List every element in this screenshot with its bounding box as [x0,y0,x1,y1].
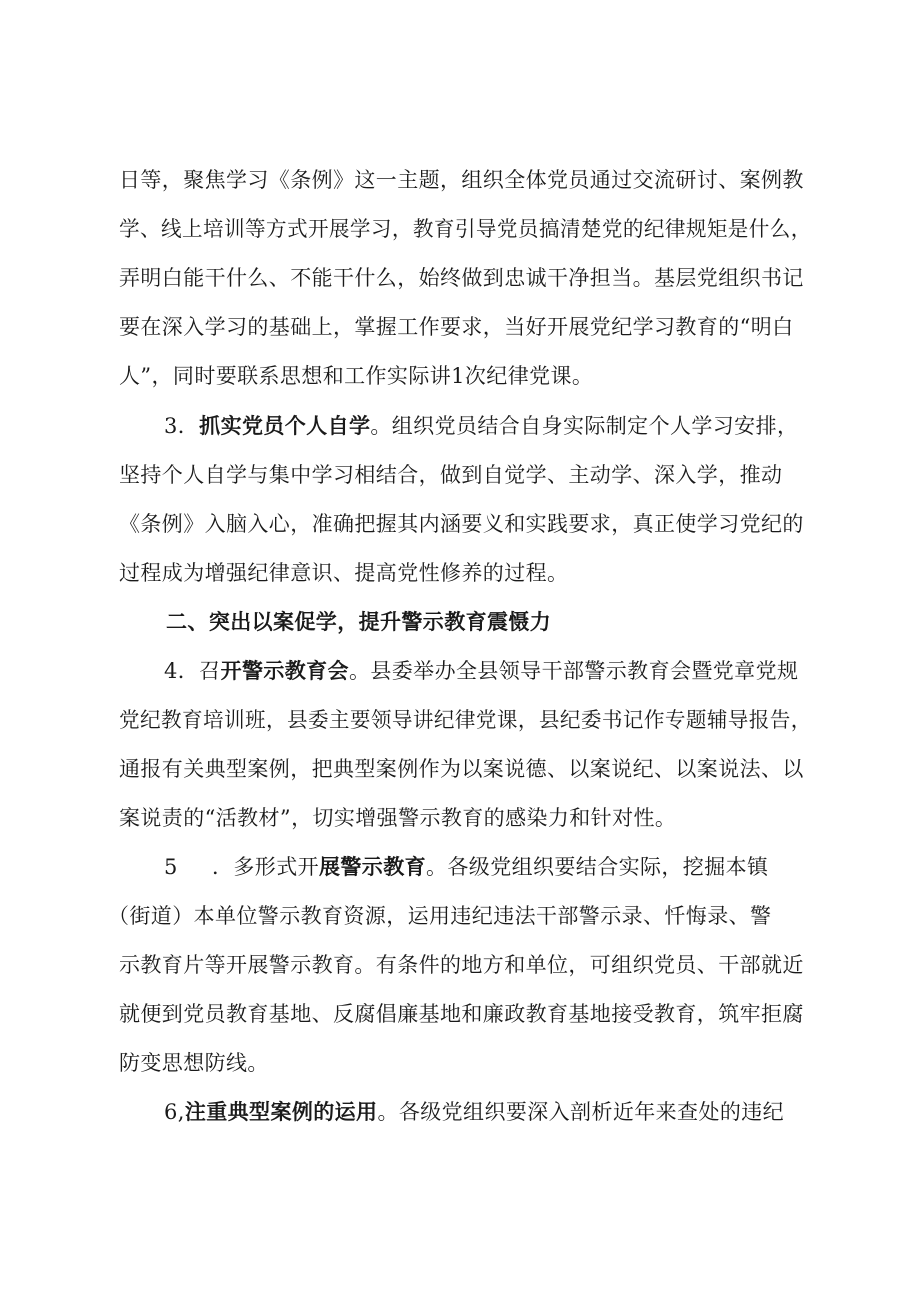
item4-line2 [2,705,920,735]
item5-line2 [0,901,920,931]
para1-line2 [2,214,920,244]
item4-line4 [0,803,920,833]
heading-text: 二、突出以案促学，提升警示教育震慑力 [166,610,552,634]
text: 《条例》入脑入心，准确把握其内涵要义和实践要求，真正使学习党纪的 [119,512,804,536]
item5-line4 [0,999,920,1029]
text: 弄明白能干什么、不能干什么，始终做到忠诚干净担当。基层党组织书记 [119,266,804,290]
text: 。县委举办全县领导干部警示教育会暨党章党规 [348,659,799,683]
item4-line1 [0,656,920,686]
item5-line5 [0,1048,920,1078]
item3-line3 [0,509,920,539]
item5-line1 [0,852,920,882]
item3-line2 [0,460,920,490]
item-number: 3． [164,414,200,438]
item-number: 6, [164,1100,185,1124]
item-title-prefix: ．多形式开 [212,855,319,879]
text: 防变思想防线。 [119,1051,269,1075]
text: 要在深入学习的基础上，掌握工作要求，当好开展党纪学习教育的“明白 [119,315,794,339]
text: 日等，聚焦学习《条例》这一主题，组织全体党员通过交流研讨、案例教 [119,168,804,192]
item4-line3 [0,754,920,784]
text: 学、线上培训等方式开展学习，教育引导党员搞清楚党的纪律规矩是什么， [119,217,812,241]
text: 坚持个人自学与集中学习相结合，做到自觉学、主动学、深入学，推动 [119,463,783,487]
item6-line1 [0,1097,920,1127]
text: 人”，同时要联系思想和工作实际讲1次纪律党课。 [119,364,594,388]
text: 通报有关典型案例，把典型案例作为以案说德、以案说纪、以案说法、以 [119,757,804,781]
section-heading [0,607,920,637]
text: 过程成为增强纪律意识、提高党性修养的过程。 [119,561,569,585]
text: 就便到党员教育基地、反腐倡廉基地和廉政教育基地接受教育，筑牢拒腐 [119,1002,804,1026]
text: （街道）本单位警示教育资源，运用违纪违法干部警示录、忏悔录、警 [108,904,772,928]
item5-line3 [0,950,920,980]
item-title: 开警示教育会 [220,659,349,683]
para1-line5 [0,361,920,391]
item-title: 抓实党员个人自学 [199,414,371,438]
text: 示教育片等开展警示教育。有条件的地方和单位，可组织党员、干部就近 [119,953,804,977]
para1-line4 [0,312,920,342]
item3-line4 [0,558,920,588]
text: 。各级党组织要结合实际，挖掘本镇 [426,855,769,879]
item3-line1 [0,411,920,441]
para1-line1 [0,165,920,195]
item-title: 展警示教育 [319,855,426,879]
item-number: 5 [164,855,178,879]
item-number: 4．召 [164,659,221,683]
item-title: 注重典型案例的运用 [184,1100,378,1124]
para1-line3 [0,263,920,293]
text: 。各级党组织要深入剖析近年来查处的违纪 [377,1100,785,1124]
text: 党纪教育培训班，县委主要领导讲纪律党课，县纪委书记作专题辅导报告， [119,708,812,732]
text: 。组织党员结合自身实际制定个人学习安排， [370,414,799,438]
text: 案说责的“活教材”，切实增强警示教育的感染力和针对性。 [119,806,677,830]
